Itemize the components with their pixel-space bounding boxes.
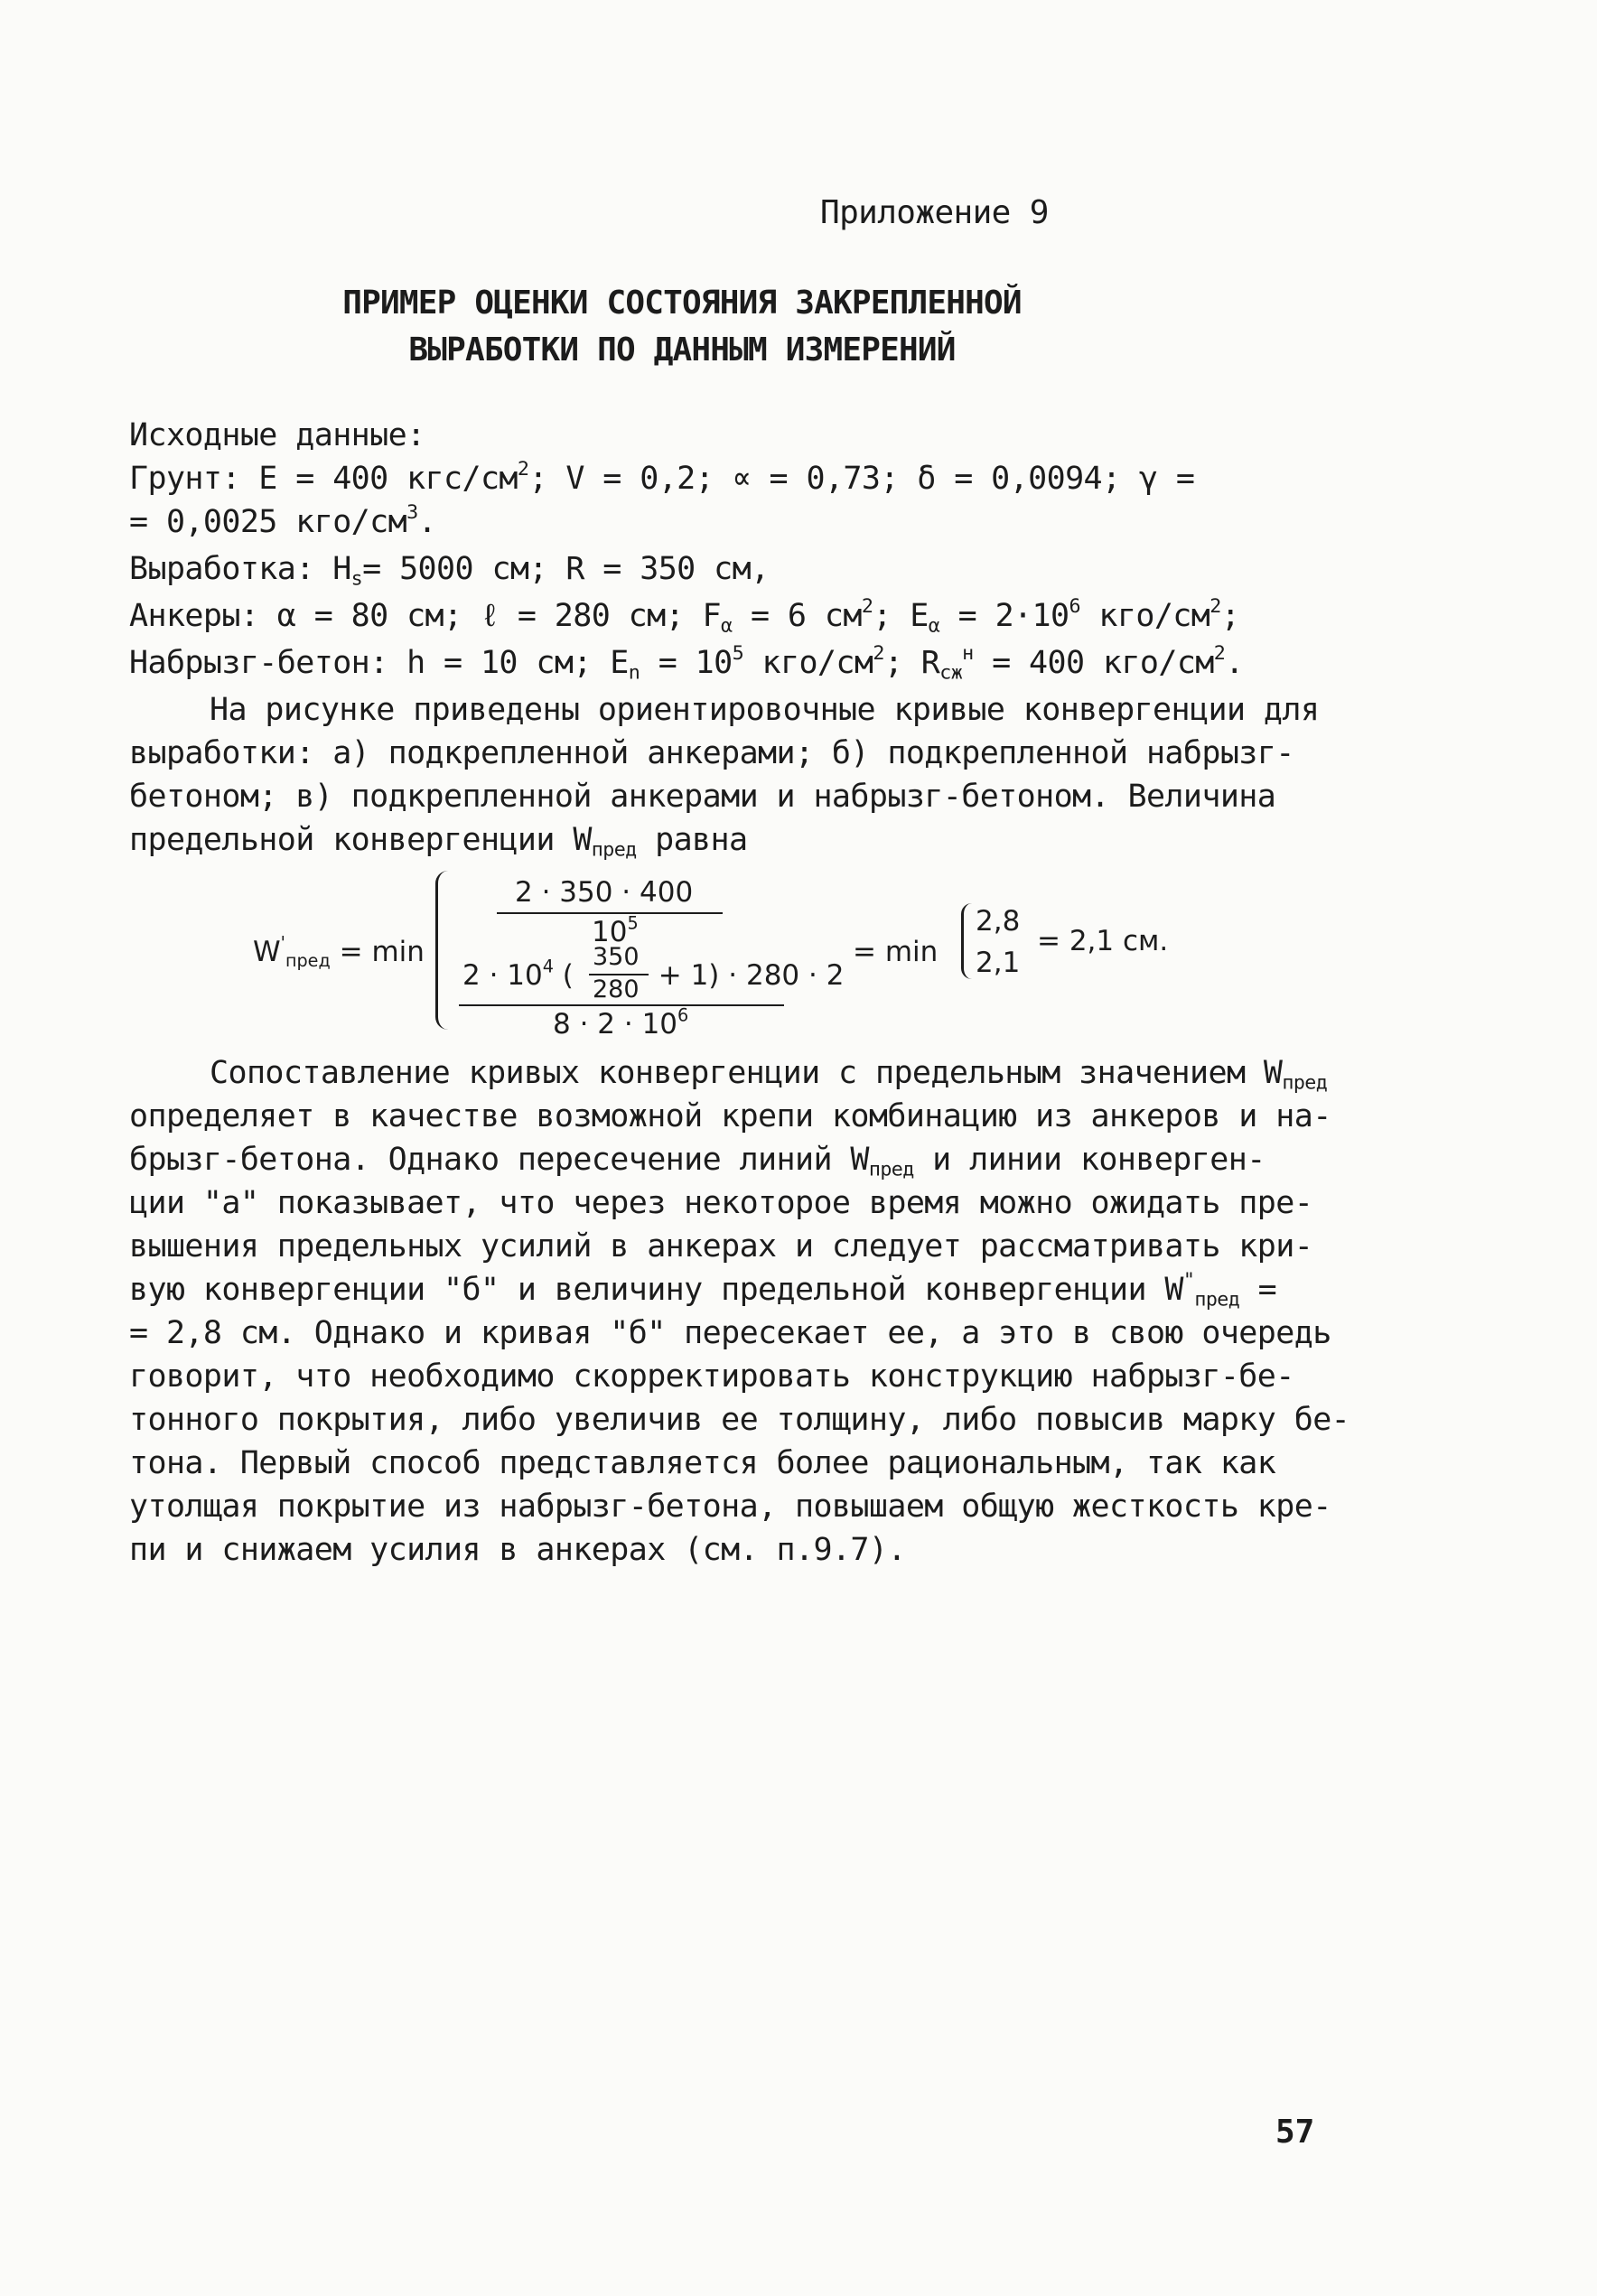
soil-text-a: Грунт: E = 400 кгс/см [129,461,518,497]
formula-value-1: 2,8 [976,905,1021,938]
paragraph1-line-2: выработки: а) подкрепленной анкерами; б) подкрепленной набрызг- [129,735,1294,771]
formula-bar-2 [459,1004,784,1006]
paragraph2-line-7: = 2,8 см. Однако и кривая "б" пересекает ее, а это в свою очередь [129,1315,1331,1351]
formula-inner-den: 280 [593,975,640,1003]
soil-text-c-end: . [417,504,437,540]
soil-text-c: = 0,0025 кго/см [129,504,407,540]
paragraph2-line-9: тонного покрытия, либо увеличив ее толщину, либо повысив марку бе- [129,1402,1350,1438]
shot-sup-2: 2 [873,641,884,665]
shot-sub-1: n [628,661,640,685]
paragraph2-line-5: вышения предельных усилий в анкерах и следует рассматривать кри- [129,1228,1313,1265]
paragraph1-line-4-end: равна [636,822,748,858]
formula-den-2-sup: 6 [677,1004,689,1026]
shot-sub-2: сж [939,661,963,685]
formula-inner-num: 350 [593,943,640,971]
formula-den-2 [553,1004,689,1041]
excavation-text-b: = 5000 см; R = 350 см, [362,551,770,587]
paragraph2-sub-2: пред [868,1158,914,1181]
anchors-sup-2: 6 [1069,594,1080,618]
formula-value-2: 2,1 [976,947,1021,979]
anchors-sub-2: α [928,614,940,638]
input-heading: Исходные данные: [129,417,425,453]
title-line-2: ВЫРАБОТКИ ПО ДАННЫМ ИЗМЕРЕНИЙ [408,331,956,369]
excavation-text-a: Выработка: H [129,551,351,587]
formula-eq-2: = min [853,936,939,968]
shot-text-f: . [1225,645,1244,681]
formula-den-1-base: 10 [592,916,628,948]
input-soil-line-1 [129,457,1195,497]
formula-lhs-sup: ' [280,932,285,954]
shot-text-b: = 10 [640,645,733,681]
paragraph2-line-6 [129,1268,1277,1311]
input-anchors-line [129,594,1240,638]
formula-brace-right [961,903,975,979]
paragraph1-line-3: бетоном; в) подкрепленной анкерами и набрызг-бетоном. Величина [129,779,1276,815]
paragraph1-sub: пред [591,838,637,862]
formula-den-1-sup: 5 [627,912,639,934]
formula-num-2-sup: 4 [542,956,554,977]
soil-sup: 2 [517,457,529,481]
paragraph2-line-10: тона. Первый способ представляется более рациональным, так как [129,1445,1276,1481]
paragraph2-sub-3: пред [1194,1288,1240,1311]
formula-num-2-b: ( [553,959,574,992]
anchors-text-a: Анкеры: α = 80 см; ℓ = 280 см; F [129,598,722,634]
paragraph2-line-1 [210,1055,1328,1095]
anchors-text-c: ; E [873,598,929,634]
input-excavation-line [129,551,770,591]
anchors-text-f: ; [1220,598,1240,634]
paragraph1-line-4 [129,822,748,862]
paragraph1-line-4-text: предельной конвергенции W [129,822,592,858]
paragraph2-line-12: пи и снижаем усилия в анкерах (см. п.9.7). [129,1532,906,1568]
paragraph1-line-1: На рисунке приведены ориентировочные кривые конвергенции для [210,692,1320,728]
shot-sup-4: 2 [1213,641,1226,665]
page-number: 57 [1275,2114,1315,2151]
formula-result: = 2,1 см. [1037,925,1169,957]
formula-lhs [253,932,425,971]
paragraph2-line-6-sup: " [1182,1268,1195,1292]
excavation-sub: s [350,567,363,591]
formula-block [253,869,1247,1050]
title-line-1: ПРИМЕР ОЦЕНКИ СОСТОЯНИЯ ЗАКРЕПЛЕННОЙ [342,285,1022,322]
paragraph2-line-8: говорит, что необходимо скорректировать конструкцию набрызг-бе- [129,1358,1294,1395]
input-soil-line-2 [129,500,437,540]
paragraph2-line-3-end: и линии конверген- [913,1142,1265,1178]
paragraph2-line-11: утолщая покрытие из набрызг-бетона, повышаем общую жесткость кре- [129,1489,1331,1525]
formula-lhs-symbol: W [253,936,281,968]
anchors-text-b: = 6 см [732,598,862,634]
paragraph2-line-4: ции "а" показывает, что через некоторое время можно ожидать пре- [129,1185,1313,1221]
anchors-sub-1: α [721,614,733,638]
formula-eq-min: = min [330,936,425,968]
input-shotcrete-line [129,641,1244,685]
paragraph2-line-6-end: = [1239,1272,1277,1308]
anchors-text-d: = 2·10 [939,598,1069,634]
soil-text-b: ; V = 0,2; ∝ = 0,73; δ = 0,0094; γ = [528,461,1195,497]
shot-text-c: кго/см [743,645,873,681]
formula-num-2-c: + 1) · 280 · 2 [649,959,845,992]
anchors-text-e: кго/см [1079,598,1210,634]
shot-sup-3: н [962,641,974,665]
formula-brace-left [435,871,453,1030]
anchors-sup-1: 2 [861,594,873,618]
paragraph2-line-2: определяет в качестве возможной крепи комбинацию из анкеров и на- [129,1098,1331,1134]
soil-c-sup: 3 [406,500,418,524]
shot-sup-1: 5 [732,641,744,665]
shot-text-e: = 400 кго/см [973,645,1214,681]
paragraph2-line-3-text: брызг-бетона. Однако пересечение линий W [129,1142,869,1178]
formula-num-1: 2 · 350 · 400 [515,876,694,909]
formula-bar-1 [497,912,723,914]
formula-num-2-a: 2 · 10 [462,959,543,992]
formula-lhs-sub: пред [285,949,331,971]
appendix-label: Приложение 9 [820,194,1049,231]
paragraph2-line-1-text: Сопоставление кривых конвергенции с предельным значением W [210,1055,1283,1091]
paragraph2-sub-1: пред [1282,1071,1328,1095]
formula-den-2-a: 8 · 2 · 10 [553,1008,678,1041]
paragraph2-line-3 [129,1142,1265,1181]
shot-text-a: Набрызг-бетон: h = 10 см; E [129,645,629,681]
anchors-sup-3: 2 [1209,594,1221,618]
paragraph2-line-6-text: вую конвергенции "б" и величину предельной конвергенции W [129,1272,1183,1308]
shot-text-d: ; R [883,645,940,681]
